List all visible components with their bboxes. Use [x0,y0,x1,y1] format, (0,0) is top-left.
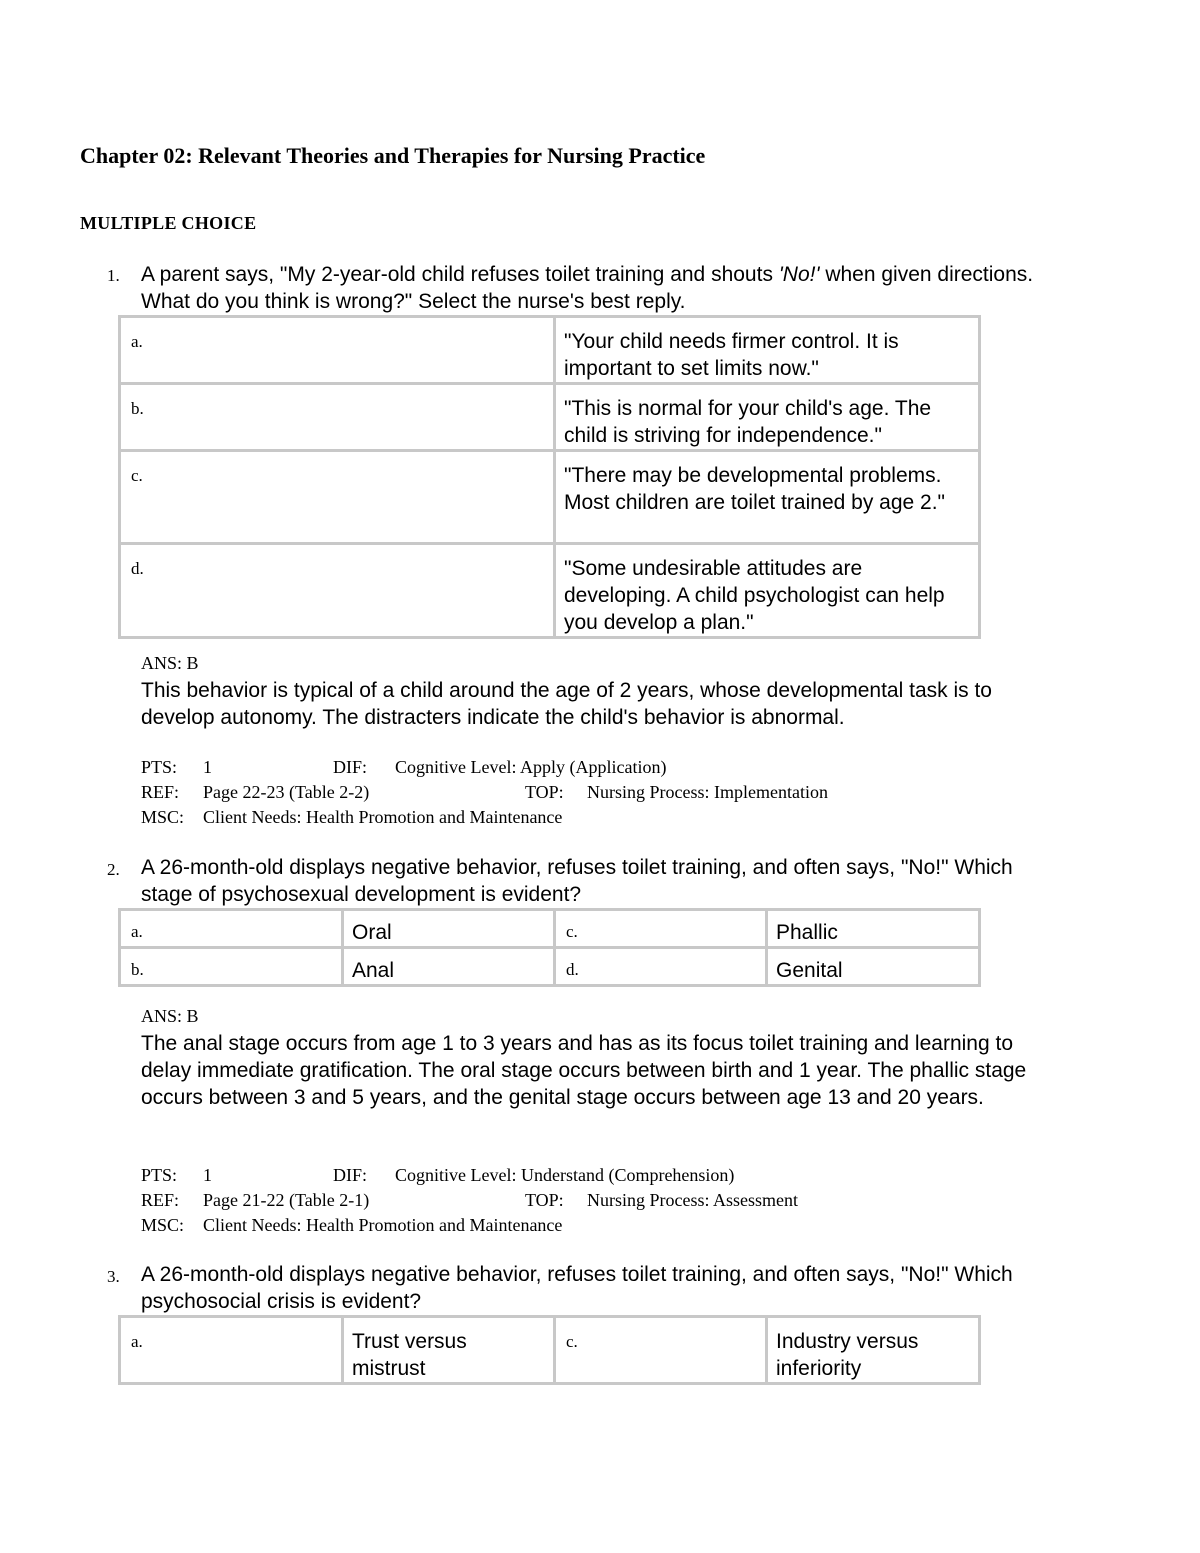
option-d-label: d. [555,948,767,986]
option-row [120,317,980,384]
question-2-options-table [118,908,981,987]
option-a-text: Trust versus mistrust [343,1317,555,1384]
dif-value: Cognitive Level: Apply (Application) [395,757,667,777]
dif-label: DIF: [333,757,368,777]
question-2-answer: ANS: B [141,1006,199,1026]
ref-label: REF: [141,1190,180,1210]
option-b-label: b. [120,384,555,451]
question-1-stem-part1: A parent says, "My 2-year-old child refuses toilet training and shouts [141,263,779,286]
question-1-options-table [118,315,981,639]
ref-label: REF: [141,782,180,802]
option-c-label: c. [120,451,555,544]
question-1-answer: ANS: B [141,653,199,673]
option-row [120,910,980,948]
pts-value: 1 [203,1165,212,1185]
option-c-label: c. [555,1317,767,1384]
dif-value: Cognitive Level: Understand (Comprehension) [395,1165,735,1185]
option-row [120,544,980,638]
option-c-text: Industry versus inferiority [767,1317,980,1384]
question-2-rationale: The anal stage occurs from age 1 to 3 years and has as its focus toilet training and learning to delay immediate gratification. The oral stage occurs between birth and 1 year. The phallic stage occurs between 3 and 5 years, and the genital stage occurs between age 13 and 20 years. [141,1032,1027,1109]
option-a-label: a. [120,910,343,948]
question-1-number: 1. [107,266,120,285]
question-3-options-table [118,1315,981,1385]
pts-value: 1 [203,757,212,777]
option-c-label: c. [555,910,767,948]
question-1-stem-part2: when given directions. What do you think is wrong?" Select the nurse's best reply. [141,263,1034,313]
msc-label: MSC: [141,807,185,827]
ref-value: Page 21-22 (Table 2-1) [203,1190,370,1210]
option-a-text: Oral [343,910,555,948]
option-row [120,384,980,451]
question-1-stem [141,261,1061,315]
msc-label: MSC: [141,1215,185,1235]
option-a-label: a. [120,317,555,384]
option-a-label: a. [120,1317,343,1384]
option-c-text: "There may be developmental problems. Most children are toilet trained by age 2." [555,451,980,544]
option-d-text: Genital [767,948,980,986]
question-1-stem-italic: 'No!' [778,263,820,286]
msc-value: Client Needs: Health Promotion and Maintenance [203,807,563,827]
dif-label: DIF: [333,1165,368,1185]
option-d-text: "Some undesirable attitudes are developing. A child psychologist can help you develop a plan." [555,544,980,638]
option-a-text: "Your child needs firmer control. It is important to set limits now." [555,317,980,384]
question-1-rationale: This behavior is typical of a child around the age of 2 years, whose developmental task is to develop autonomy. The distracters indicate the child's behavior is abnormal. [141,679,992,729]
section-heading: MULTIPLE CHOICE [80,213,257,233]
top-label: TOP: [525,1190,564,1210]
chapter-title: Chapter 02: Relevant Theories and Therapies for Nursing Practice [80,143,706,168]
option-row [120,948,980,986]
option-row [120,451,980,544]
option-b-text: "This is normal for your child's age. The child is striving for independence." [555,384,980,451]
question-2-stem: A 26-month-old displays negative behavior, refuses toilet training, and often says, "No!" Which stage of psychosexual development is evident? [141,856,1013,906]
pts-label: PTS: [141,757,178,777]
msc-value: Client Needs: Health Promotion and Maintenance [203,1215,563,1235]
question-3-stem: A 26-month-old displays negative behavior, refuses toilet training, and often says, "No!" Which psychosocial crisis is evident? [141,1263,1013,1313]
top-label: TOP: [525,782,564,802]
question-3-number: 3. [107,1267,120,1286]
question-2-number: 2. [107,860,120,879]
top-value: Nursing Process: Assessment [587,1190,798,1210]
option-b-text: Anal [343,948,555,986]
ref-value: Page 22-23 (Table 2-2) [203,782,370,802]
option-b-label: b. [120,948,343,986]
top-value: Nursing Process: Implementation [587,782,828,802]
option-row [120,1317,980,1384]
pts-label: PTS: [141,1165,178,1185]
option-c-text: Phallic [767,910,980,948]
option-d-label: d. [120,544,555,638]
